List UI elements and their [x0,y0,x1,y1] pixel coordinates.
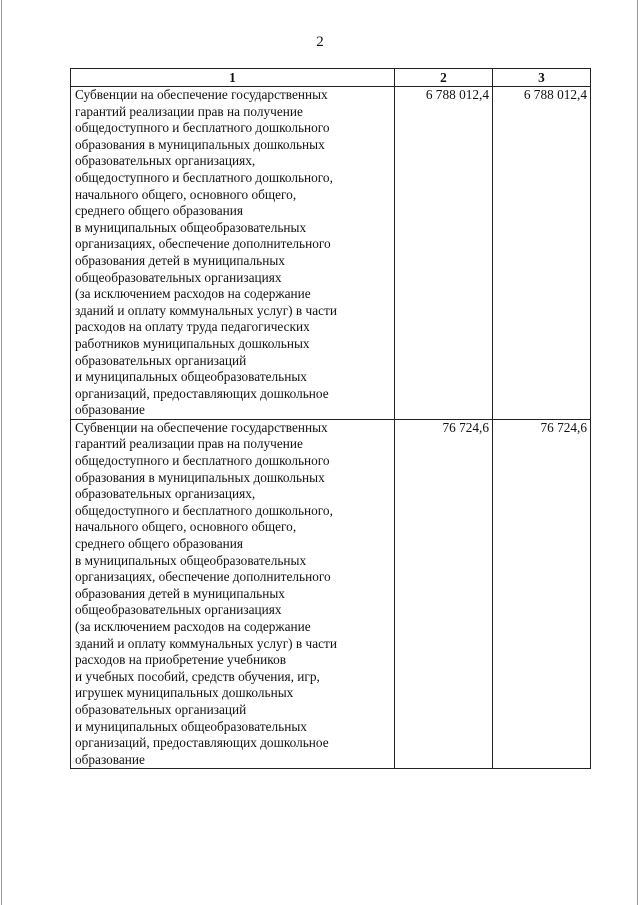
description-line: образовательных организаций [75,352,247,368]
description-line: образование [75,402,145,418]
column-header-3: 3 [493,69,591,87]
description-line: общедоступного и бесплатного дошкольного [75,453,330,469]
table-header-row [71,69,591,87]
description-line: образования детей в муниципальных [75,585,285,601]
description-line: гарантий реализации прав на получение [75,103,303,119]
page-edge-left [1,0,2,905]
description-line: образования в муниципальных дошкольных [75,469,325,485]
table-body [71,87,591,769]
description-line: образования детей в муниципальных [75,252,285,268]
row-value-col2: 76 724,6 [395,419,493,768]
description-line: Субвенции на обеспечение государственных [75,419,328,435]
description-line: зданий и оплату коммунальных услуг) в части [75,302,337,318]
description-line: (за исключением расходов на содержание [75,619,311,634]
description-line: и муниципальных общеобразовательных [75,718,307,734]
description-line: Субвенции на обеспечение государственных [75,87,328,102]
description-line: образование [75,751,145,767]
description-line: расходов на приобретение учебников [75,652,287,668]
description-line: и муниципальных общеобразовательных [75,369,307,385]
description-line: организаций, предоставляющих дошкольное [75,385,329,401]
description-line: игрушек муниципальных дошкольных [75,685,294,701]
description-line: начального общего, основного общего, [75,519,297,535]
description-line: среднего общего образования [75,203,243,219]
row-description [71,87,395,420]
description-line: среднего общего образования [75,536,243,552]
description-line: зданий и оплату коммунальных услуг) в части [75,635,337,651]
row-description [71,419,395,768]
column-header-1: 1 [71,69,395,87]
table-row [71,87,591,420]
description-line: работников муниципальных дошкольных [75,335,310,351]
description-line: в муниципальных общеобразовательных [75,219,307,235]
description-line: и учебных пособий, средств обучения, игр, [75,668,320,684]
description-line: общедоступного и бесплатного дошкольного [75,120,330,136]
description-line: образовательных организаций [75,701,247,717]
description-line: образовательных организациях, [75,486,256,502]
row-value-col3: 6 788 012,4 [493,87,591,420]
description-line: организациях, обеспечение дополнительного [75,569,331,585]
description-line: образования в муниципальных дошкольных [75,136,325,152]
description-line: организаций, предоставляющих дошкольное [75,735,329,751]
description-line: организациях, обеспечение дополнительного [75,236,331,252]
description-line: начального общего, основного общего, [75,186,297,202]
description-line: общеобразовательных организациях [75,602,282,618]
description-line: образовательных организациях, [75,153,256,169]
page-number: 2 [316,34,324,50]
table-row [71,419,591,768]
description-line: гарантий реализации прав на получение [75,436,303,452]
description-line: общеобразовательных организациях [75,269,282,285]
description-line: (за исключением расходов на содержание [75,286,311,302]
budget-table [70,68,591,769]
column-header-2: 2 [395,69,493,87]
description-line: общедоступного и бесплатного дошкольного, [75,169,333,185]
page-edge-right [637,0,638,905]
row-value-col3: 76 724,6 [493,419,591,768]
row-value-col2: 6 788 012,4 [395,87,493,420]
description-line: в муниципальных общеобразовательных [75,552,307,568]
description-line: общедоступного и бесплатного дошкольного, [75,502,333,518]
description-line: расходов на оплату труда педагогических [75,319,310,335]
